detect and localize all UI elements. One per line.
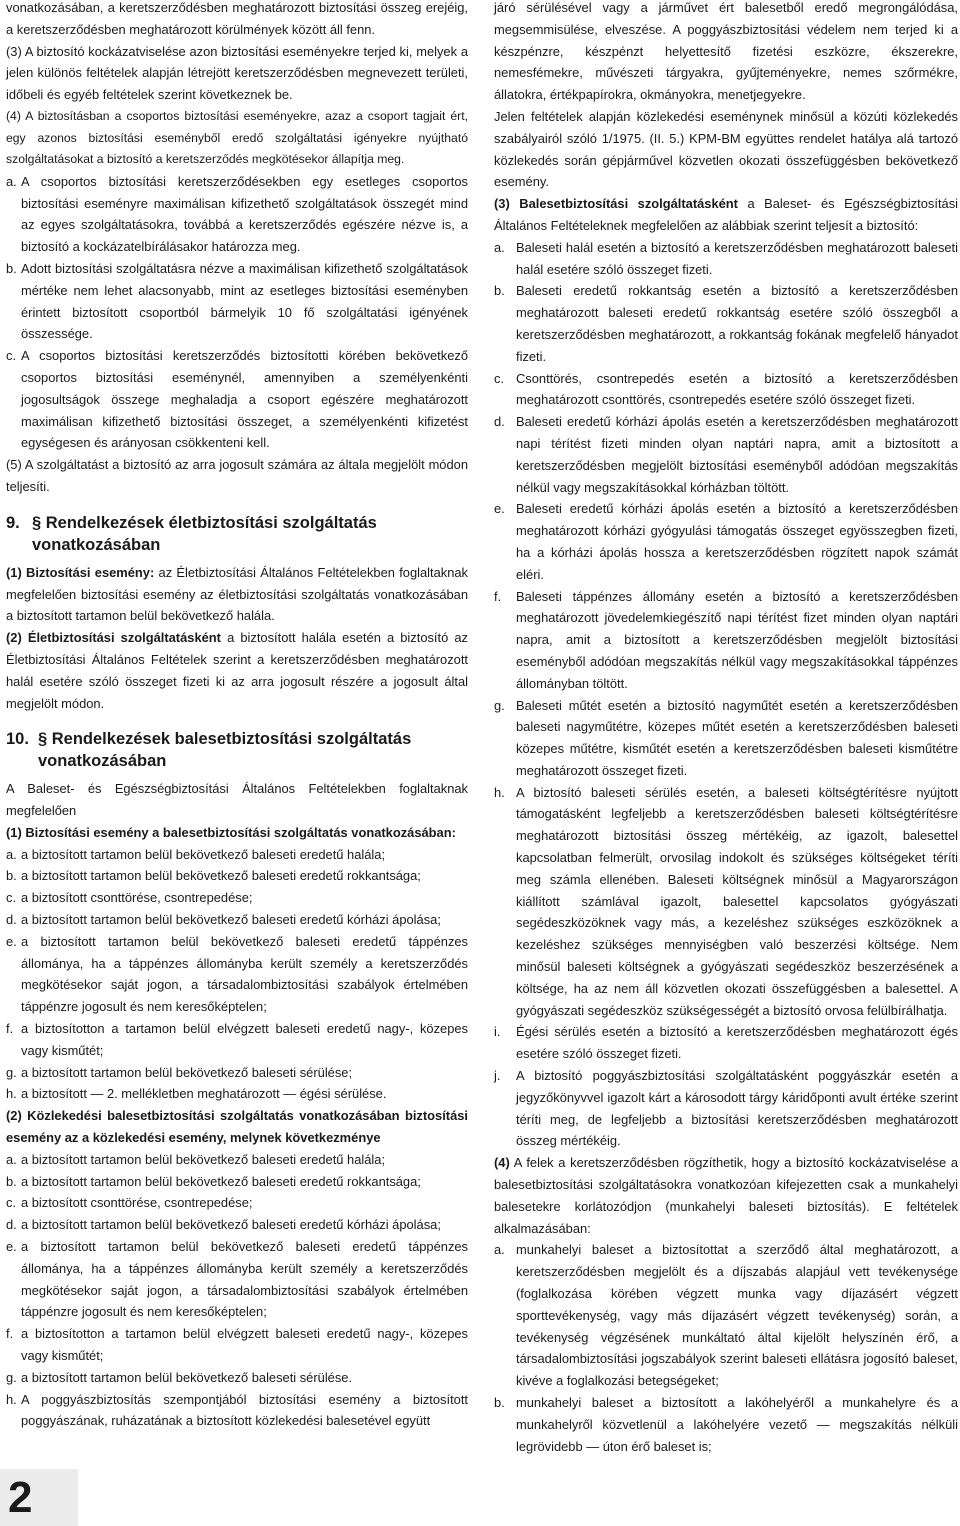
list-item: c. a biztosított csonttörése, csontrepedése; [6, 890, 253, 906]
list-item: a. A csoportos biztosítási keretszerződésekben egy esetleges csoportos biztosítási eseményre maximálisan kifizethető szolgáltatások összegét mind az egyes szolgáltatásokra, továbbá a keretszerződés egészére nézve is, a biztosító a kockázatelbírálásakor határozza meg. [6, 173, 468, 255]
section-10-paragraph-2-list [6, 1149, 468, 1432]
section-9-paragraph-2: (2) Életbiztosítási szolgáltatásként a biztosított halála esetén a biztosító az Életbiztosítási Általános Feltételek szerint a keretszerződésben meghatározott halál esetére szóló összeget fizeti ki az arra jogosult részére a jogosult által megjelölt módon. [6, 630, 468, 711]
list-item: g. a biztosított tartamon belül bekövetkező baleseti sérülése. [6, 1369, 353, 1385]
paragraph-5: (5) A szolgáltatást a biztosító az arra jogosult számára az általa megjelölt módon teljesíti. [6, 457, 468, 494]
list-item: f. Baleseti táppénzes állomány esetén a biztosító a keretszerződésben meghatározott jövedelemkiegészítő napi térítést fizet minden olyan naptári napra, amit a biztosított a keretszerződésben megjelölt biztosítási eseményből adódóan megszakítás nélkül vagy megszakításokkal táppénzes állományban töltött. [494, 588, 958, 691]
list-item: b. munkahelyi baleset a biztosított a lakóhelyéről a munkahelyre és a munkahelyről közvetlenül a lakóhelyére vezető — megszakítás nélküli legrövidebb — úton érő baleset is; [494, 1395, 958, 1454]
list-item: d. a biztosított tartamon belül bekövetkező baleseti eredetű kórházi ápolása; [6, 1217, 441, 1233]
paragraph-4: (4) A felek a keretszerződésben rögzíthetik, hogy a biztosító kockázatviselése a balesetbiztosítási szolgáltatásokra vonatkozóan kifejezetten csak a munkahelyi balesetekre korlátozódjon (munkahelyi baleseti biztosítás). E feltételek alkalmazásában: [494, 1155, 958, 1236]
list-item: a. Baleseti halál esetén a biztosító a keretszerződésben meghatározott baleseti halál esetére szóló összeget fizeti. [494, 239, 958, 277]
list-item: g. a biztosított tartamon belül bekövetkező baleseti sérülése; [6, 1064, 353, 1080]
section-10-paragraph-2-heading: (2) Közlekedési balesetbiztosítási szolgáltatás vonatkozásában biztosítási esemény az a közlekedési esemény, melynek következménye [6, 1108, 468, 1146]
list-item: e. Baleseti eredetű kórházi ápolás esetén a biztosító a keretszerződésben meghatározott kórházi gyógyulási támogatás összeget egyösszegben fizeti, ha a kórházi ápolás hossza a keretszerződésben rögzített napok számát eléri. [494, 501, 958, 582]
section-10-intro: A Baleset- és Egészségbiztosítási Általános Feltételekben foglaltaknak megfelelően [6, 781, 468, 819]
list-item: h. A biztosító baleseti sérülés esetén, a baleseti költségtérítésre nyújtott támogatásként legfeljebb a keretszerződésben baleseti költségtérítésre meghatározott biztosítási összeg mértékéig, az igazolt, balesettel kapcsolatban felmerült, orvosilag indokolt és szükséges költségeket téríti meg számla ellenében. Baleseti költségnek minősül a Magyarországon kiállított számlával igazolt, balesettel kapcsolatos gyógyászati segédeszközöknek vagy más, a kezeléshez szükséges eszközöknek a kezeléshez szükséges mennyiségben való beszerzési költsége. Nem minősül baleseti költségnek a gyógyászati segédeszköz beszerzésének a költsége, ha az nem áll közvetlen okozati összefüggésben a balesettel. A gyógyászati segédeszköz szükségességét a biztosító orvosa felülbírálhatja. [494, 784, 958, 1018]
list-item: f. a biztosítotton a tartamon belül elvégzett baleseti eredetű nagy-, közepes vagy kisműtét; [6, 1326, 468, 1364]
paragraph-3: (3) Balesetbiztosítási szolgáltatásként a Baleset- és Egészségbiztosítási Általános Feltételeknek megfelelően az alábbiak szerint teljesít a biztosító: [494, 196, 959, 233]
list-item: a. a biztosított tartamon belül bekövetkező baleseti eredetű halála; [6, 1151, 386, 1167]
list-item: c. A csoportos biztosítási keretszerződés biztosítotti körében bekövetkező csoportos biztosítási eseménynél, amennyiben a személyenkénti jogosultságok összege meghaladja a csoport egészére meghatározott maximálisan kifizethető biztosítási összeget, a személyenkénti kifizetést egységesen és arányosan csökkenteni kell. [6, 348, 468, 451]
list-item: b. Baleseti eredetű rokkantság esetén a biztosító a keretszerződésben meghatározott baleseti eredetű rokkantság esetére szóló összegből a keretszerződésben meghatározott, a rokkantság fokának megfelelő hányadot fizeti. [494, 283, 958, 364]
paragraph-4: (4) A biztosításban a csoportos biztosítási eseményekre, azaz a csoport tagjait ért, egy azonos biztosítási eseményből eredő szolgáltatási igényekre nyújtható szolgáltatásokat a biztosító a keretszerződés megkötésekor állapítja meg. [6, 108, 468, 167]
list-item: a. munkahelyi baleset a biztosítottat a szerződő által meghatározott, a keretszerződésben megjelölt és a díjszabás alapjául vett tevékenysége (foglalkozása körében végzett munka vagy díjazásért végzett sporttevékenység, vagy más díjazásért végzett tevékenység) során, a tevékenység végzésének munkáltató által kijelölt helyszínén érő, a társadalombiztosítási jogszabályok szerint baleseti ellátásra jogosító baleset, kivéve a foglalkozási betegségeket; [494, 1242, 958, 1389]
section-9-paragraph-1: (1) Biztosítási esemény: az Életbiztosítási Általános Feltételekben foglaltaknak megfelelően biztosítási esemény az életbiztosítási szolgáltatás vonatkozásában a biztosított tartamon belül bekövetkező halála. [6, 564, 468, 624]
list-item: b. Adott biztosítási szolgáltatásra nézve a maximálisan kifizethető szolgáltatások mértéke nem lehet alacsonyabb, mint az esetleges biztosítási eseményben érintett biztosított csoportból bármelyik 10 fő szolgáltatási igényének összessége. [6, 260, 468, 342]
list-item: b. a biztosított tartamon belül bekövetkező baleseti eredetű rokkantsága; [6, 868, 421, 884]
page-number: 2 [0, 1469, 78, 1526]
list-item: a. a biztosított tartamon belül bekövetkező baleseti eredetű halála; [6, 846, 386, 862]
list-item: i. Égési sérülés esetén a biztosító a keretszerződésben meghatározott égés esetére szóló összeget fizeti. [494, 1024, 958, 1062]
traffic-event-paragraph: Jelen feltételek alapján közlekedési eseménynek minősül a közúti közlekedés szabályairól szóló 1/1975. (II. 5.) KPM-BM együttes rendelet hatálya alá tartozó közlekedés során gépjárművel közvetlen okozati összefüggésben bekövetkező esemény. [494, 108, 958, 190]
paragraph-3: (3) A biztosító kockázatviselése azon biztosítási eseményekre terjed ki, melyek a jelen különös feltételek alapján létrejött keretszerződésben megnevezett területi, időbeli és egyéb feltételek szerint következnek be. [6, 43, 468, 103]
list-item: g. Baleseti műtét esetén a biztosító nagyműtét esetén a keretszerződésben baleseti nagyműtétre, közepes műtét esetén a keretszerződésben baleseti közepes műtétre, kisműtét esetén a keretszerződésben baleseti kisműtétre meghatározott összeget fizeti. [494, 697, 958, 778]
paragraph-4-list [494, 1239, 958, 1457]
paragraph-4-list [6, 171, 468, 454]
right-column [494, 0, 958, 1457]
paragraph-3-list [494, 237, 958, 1152]
list-item: h. a biztosított — 2. mellékletben meghatározott — égési sérülése. [6, 1086, 387, 1102]
list-item: b. a biztosított tartamon belül bekövetkező baleseti eredetű rokkantsága; [6, 1173, 421, 1189]
intro-paragraph: vonatkozásában, a keretszerződésben meghatározott biztosítási összeg erejéig, a keretszerződésben meghatározott körülmények között áll fenn. [6, 0, 468, 37]
section-10-paragraph-1-list [6, 844, 468, 1106]
section-10-heading: 10. § Rendelkezések balesetbiztosítási szolgáltatás vonatkozásában [6, 730, 412, 771]
continued-paragraph: járó sérülésével vagy a járművet ért balesetből eredő megrongálódása, megsemmisülése, elveszése. A poggyászbiztosítási védelem nem terjed ki a készpénzre, készpénzt helyettesítő fizetési eszközre, ékszerekre, nemesfémekre, művészeti tárgyakra, gyűjteményekre, nemes szőrmékre, állatokra, értékpapírokra, okmányokra, menetjegyekre. [494, 0, 958, 103]
left-column [6, 0, 468, 1432]
section-10-paragraph-1-heading: (1) Biztosítási esemény a balesetbiztosítási szolgáltatás vonatkozásában: [6, 824, 456, 840]
section-9-heading: 9. § Rendelkezések életbiztosítási szolgáltatás vonatkozásában [6, 513, 377, 554]
list-item: j. A biztosító poggyászbiztosítási szolgáltatásként poggyászkár esetén a jegyzőkönyvvel igazolt kárt a károsodott tárgy káridőponti avult értéke szerint téríti meg, de legfeljebb a biztosítási keretszerződésben meghatározott összeg mértékéig. [494, 1068, 958, 1149]
list-item: d. Baleseti eredetű kórházi ápolás esetén a keretszerződésben meghatározott napi térítést fizeti minden olyan naptári napra, amit a biztosított a keretszerződésben megjelölt biztosítási eseményből adódóan megszakítás nélkül vagy megszakításokkal kórházban töltött. [494, 414, 958, 495]
list-item: e. a biztosított tartamon belül bekövetkező baleseti eredetű táppénzes állománya, ha a táppénzes állományba került személy a keretszerződés megkötésekor saját jogon, a társadalombiztosítási szabályok értelmében táppénzre jogosult és nem keresőképtelen; [6, 933, 468, 1015]
list-item: h. A poggyászbiztosítás szempontjából biztosítási esemény a biztosított poggyászának, ruházatának a biztosított közlekedési balesetével együtt [6, 1391, 468, 1429]
list-item: c. Csonttörés, csontrepedés esetén a biztosító a keretszerződésben meghatározott csonttörés, csontrepedés esetére szóló összeget fizeti. [494, 370, 958, 408]
list-item: f. a biztosítotton a tartamon belül elvégzett baleseti eredetű nagy-, közepes vagy kisműtét; [6, 1021, 468, 1058]
list-item: c. a biztosított csonttörése, csontrepedése; [6, 1195, 253, 1211]
list-item: d. a biztosított tartamon belül bekövetkező baleseti eredetű kórházi ápolása; [6, 912, 441, 928]
list-item: e. a biztosított tartamon belül bekövetkező baleseti eredetű táppénzes állománya, ha a táppénzes állományba került személy a keretszerződés megkötésekor saját jogon, a társadalombiztosítási szabályok értelmében táppénzre jogosult és nem keresőképtelen; [6, 1239, 468, 1320]
